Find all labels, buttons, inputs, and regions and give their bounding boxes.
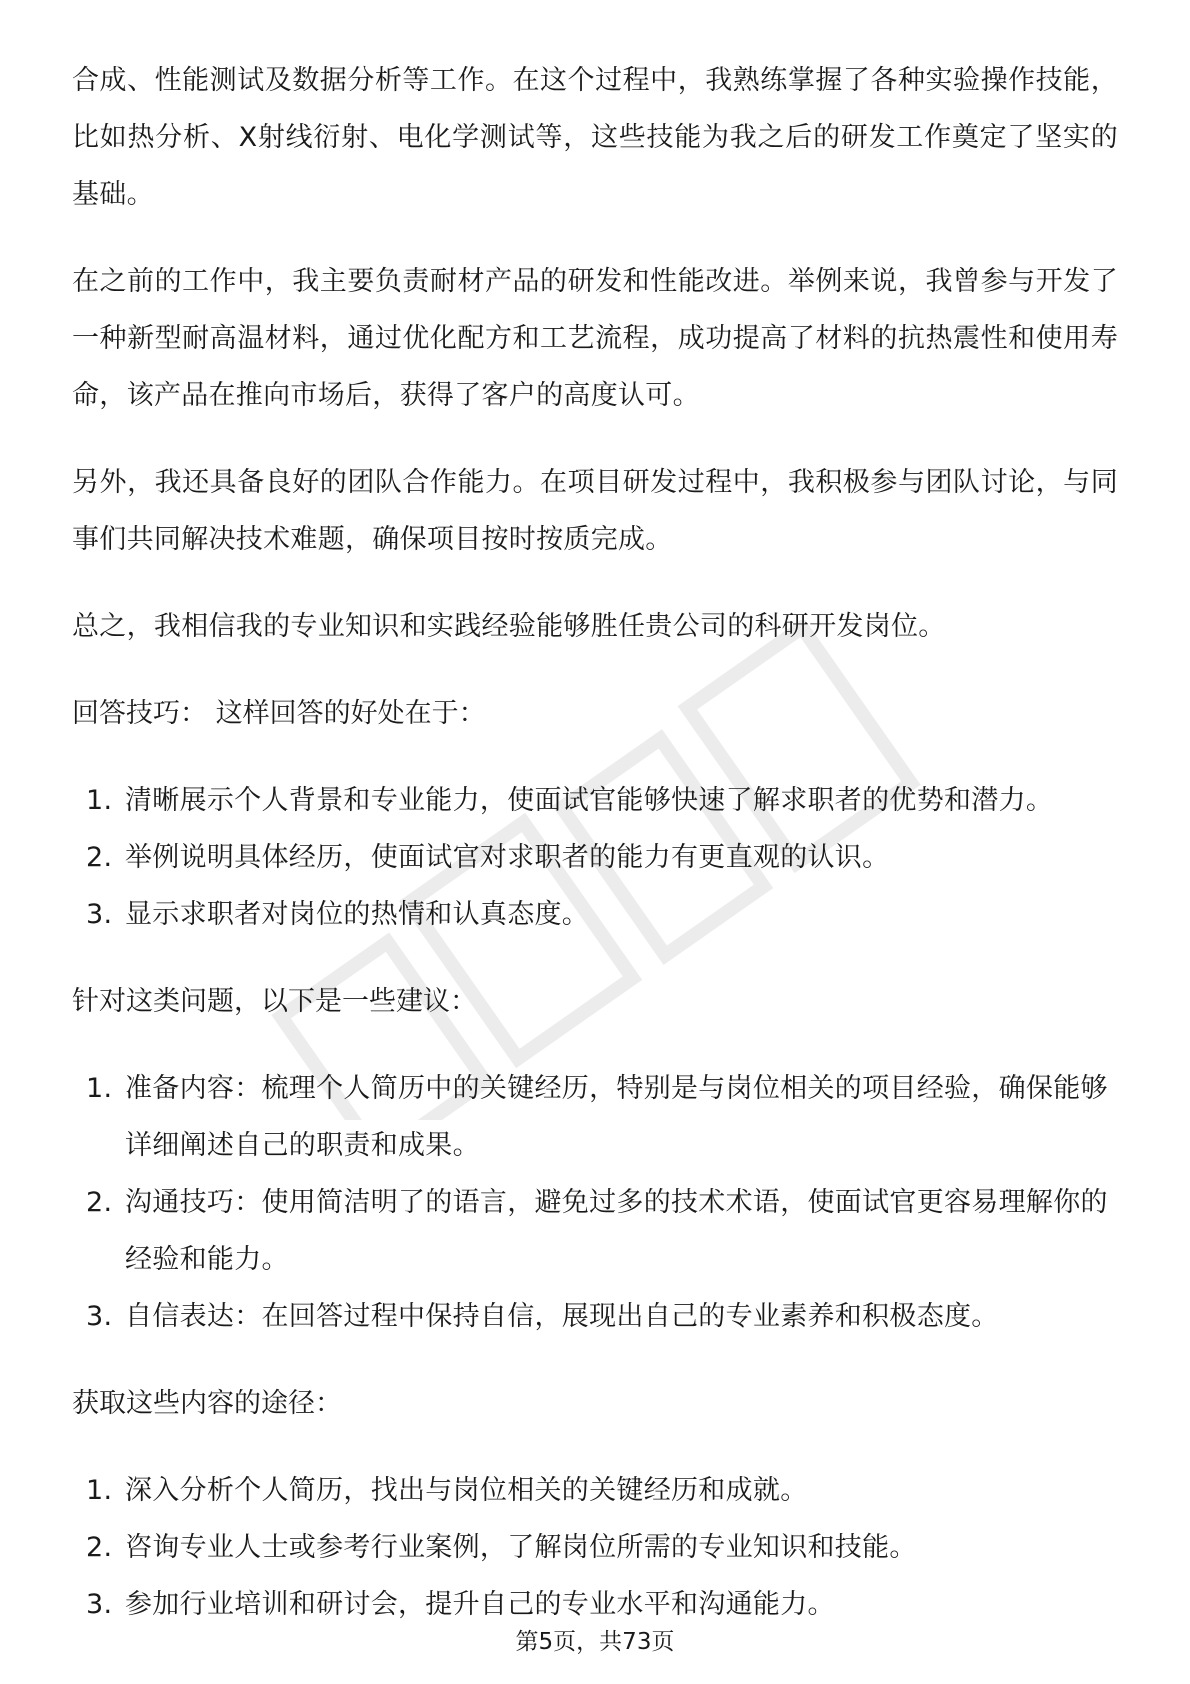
list-item: 1. 深入分析个人简历，找出与岗位相关的关键经历和成就。 <box>86 1475 808 1506</box>
paragraph-work-experience: 在之前的工作中，我主要负责耐材产品的研发和性能改进。举例来说，我曾参与开发了一种新型耐高温材料，通过优化配方和工艺流程，成功提高了材料的抗热震性和使用寿命，该产品在推向市场后，获得了客户的高度认可。 <box>72 266 1118 411</box>
page-number-footer: 第5页，共73页 <box>515 1629 675 1655</box>
paragraph-intro: 合成、性能测试及数据分析等工作。在这个过程中，我熟练掌握了各种实验操作技能，比如热分析、X射线衍射、电化学测试等，这些技能为我之后的研发工作奠定了坚实的基础。 <box>72 65 1118 210</box>
list-item: 2. 咨询专业人士或参考行业案例，了解岗位所需的专业知识和技能。 <box>86 1532 917 1563</box>
list-item: 1. 清晰展示个人背景和专业能力，使面试官能够快速了解求职者的优势和潜力。 <box>86 785 1054 816</box>
list-item: 2. 沟通技巧：使用简洁明了的语言，避免过多的技术术语，使面试官更容易理解你的经验和能力。 <box>86 1187 1108 1275</box>
suggestions-list <box>72 1060 1118 1345</box>
paragraph-teamwork: 另外，我还具备良好的团队合作能力。在项目研发过程中，我积极参与团队讨论，与同事们共同解决技术难题，确保项目按时按质完成。 <box>72 467 1118 555</box>
suggestions-heading: 针对这类问题，以下是一些建议： <box>72 986 477 1017</box>
tips-list <box>72 772 1118 943</box>
list-item: 3. 自信表达：在回答过程中保持自信，展现出自己的专业素养和积极态度。 <box>86 1301 999 1332</box>
tips-heading: 回答技巧： 这样回答的好处在于： <box>72 698 486 729</box>
sources-list <box>72 1462 1118 1633</box>
list-item: 1. 准备内容：梳理个人简历中的关键经历，特别是与岗位相关的项目经验，确保能够详细阐述自己的职责和成果。 <box>86 1073 1108 1161</box>
document-page <box>72 52 1118 1663</box>
paragraph-conclusion: 总之，我相信我的专业知识和实践经验能够胜任贵公司的科研开发岗位。 <box>72 611 946 642</box>
sources-heading: 获取这些内容的途径： <box>72 1388 342 1419</box>
list-item: 2. 举例说明具体经历，使面试官对求职者的能力有更直观的认识。 <box>86 842 890 873</box>
list-item: 3. 参加行业培训和研讨会，提升自己的专业水平和沟通能力。 <box>86 1589 835 1620</box>
list-item: 3. 显示求职者对岗位的热情和认真态度。 <box>86 899 590 930</box>
